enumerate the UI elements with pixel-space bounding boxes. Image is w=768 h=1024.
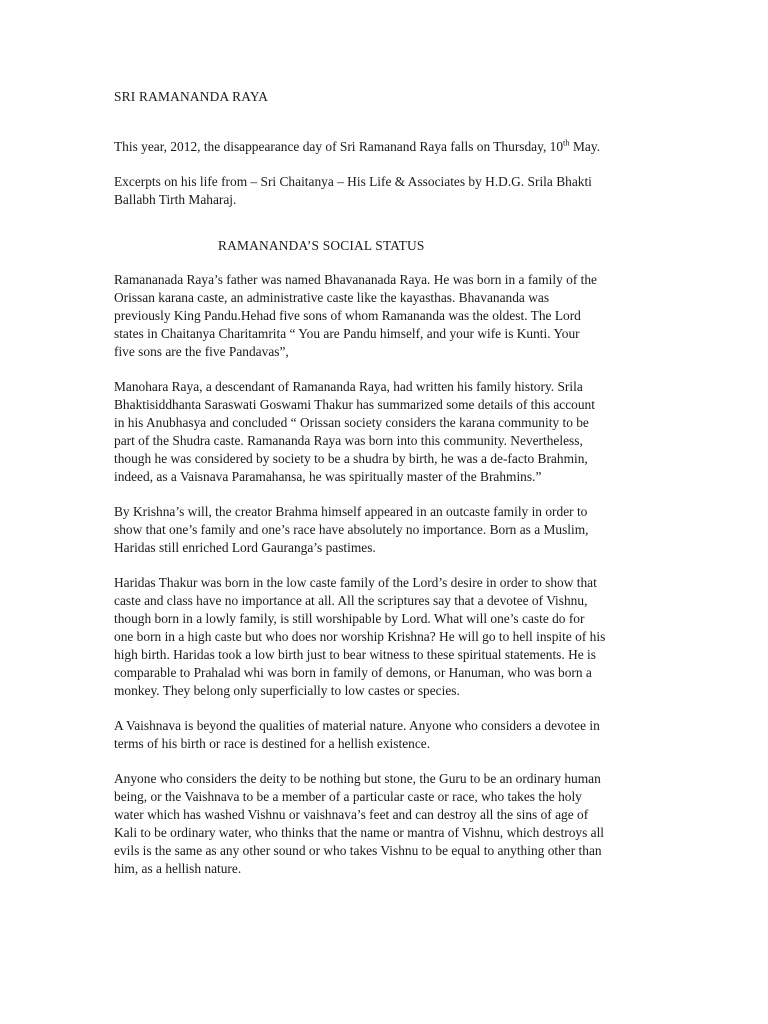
paragraph-line: Ballabh Tirth Maharaj. [114,192,237,207]
paragraph-line: though he was considered by society to be a shudra by birth, he was a de-facto Brahmin, [114,451,588,466]
document-page [114,88,662,895]
paragraph-line: Kali to be ordinary water, who thinks that the name or mantra of Vishnu, which destroys all [114,825,605,840]
paragraph-line: five sons are the five Pandavas”, [114,344,289,359]
paragraph-line: Manohara Raya, a descendant of Ramananda Raya, had written his family history. Srila [114,379,583,394]
paragraph-line: comparable to Prahalad whi was born in family of demons, or Hanuman, who was born a [114,665,592,680]
paragraph-line: being, or the Vaishnava to be a member of a particular caste or race, who takes the holy [114,789,582,804]
body-paragraph-5 [114,717,662,753]
paragraph-line: A Vaishnava is beyond the qualities of material nature. Anyone who considers a devotee in [114,718,600,733]
intro-paragraph-date [114,138,662,156]
paragraph-line: Excerpts on his life from – Sri Chaitanya – His Life & Associates by H.D.G. Srila Bhakti [114,174,592,189]
body-paragraph-2 [114,378,662,486]
body-paragraph-1 [114,271,662,361]
paragraph-line: monkey. They belong only superficially to low castes or species. [114,683,460,698]
paragraph-line: though born in a lowly family, is still worshipable by Lord. What will one’s caste do for [114,611,585,626]
body-paragraph-4 [114,574,662,700]
body-paragraph-3 [114,503,662,557]
paragraph-line: evils is the same as any other sound or who takes Vishnu to be equal to anything other than [114,843,602,858]
paragraph-line: water which has washed Vishnu or vaishnava’s feet and can destroy all the sins of age of [114,807,589,822]
paragraph-line: indeed, as a Vaisnava Paramahansa, he was spiritually master of the Brahmins.” [114,469,542,484]
intro-date-month: May. [569,139,601,154]
intro-date-ordinal: th [563,137,570,148]
paragraph-line: states in Chaitanya Charitamrita “ You are Pandu himself, and your wife is Kunti. Your [114,326,580,341]
paragraph-line: previously King Pandu.Hehad five sons of whom Ramananda was the oldest. The Lord [114,308,581,323]
paragraph-line: Bhaktisiddhanta Saraswati Goswami Thakur has summarized some details of this account [114,397,595,412]
paragraph-line: terms of his birth or race is destined for a hellish existence. [114,736,431,751]
section-heading: RAMANANDA’S SOCIAL STATUS [218,238,425,253]
paragraph-line: Orissan karana caste, an administrative caste like the kayasthas. Bhavananda was [114,290,550,305]
paragraph-line: high birth. Haridas took a low birth just to bear witness to these spiritual statements. He is [114,647,596,662]
paragraph-line: By Krishna’s will, the creator Brahma himself appeared in an outcaste family in order to [114,504,588,519]
intro-date-text: This year, 2012, the disappearance day of Sri Ramanand Raya falls on Thursday, 10 [114,139,564,154]
paragraph-line: Haridas still enriched Lord Gauranga’s pastimes. [114,540,376,555]
paragraph-line: one born in a high caste but who does nor worship Krishna? He will go to hell inspite of his [114,629,606,644]
paragraph-line: show that one’s family and one’s race have absolutely no importance. Born as a Muslim, [114,522,589,537]
body-paragraph-6 [114,770,662,878]
paragraph-line: Haridas Thakur was born in the low caste family of the Lord’s desire in order to show that [114,575,597,590]
paragraph-line: Ramananada Raya’s father was named Bhavananada Raya. He was born in a family of the [114,272,597,287]
paragraph-line: him, as a hellish nature. [114,861,242,876]
paragraph-line: caste and class have no importance at all. All the scriptures say that a devotee of Vishnu, [114,593,588,608]
intro-paragraph-source [114,173,662,209]
paragraph-line: Anyone who considers the deity to be nothing but stone, the Guru to be an ordinary human [114,771,601,786]
document-title: SRI RAMANANDA RAYA [114,89,269,104]
paragraph-line: part of the Shudra caste. Ramananda Raya was born into this community. Nevertheless, [114,433,583,448]
paragraph-line: in his Anubhasya and concluded “ Orissan society considers the karana community to be [114,415,589,430]
